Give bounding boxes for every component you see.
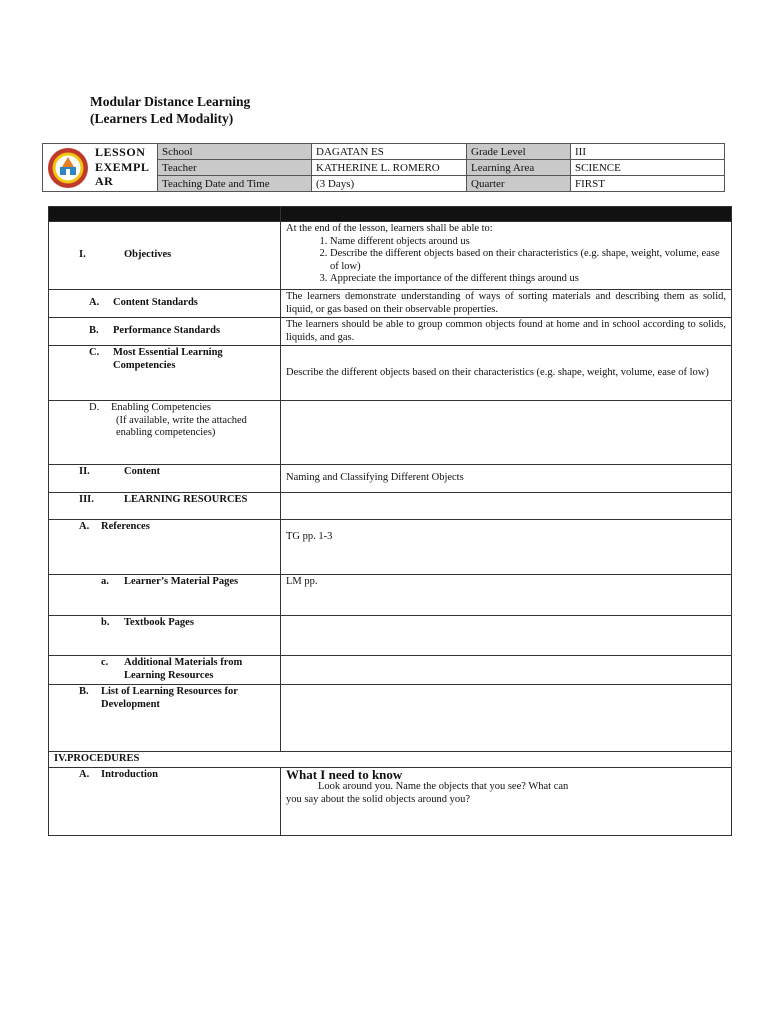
school-label: School <box>158 144 312 160</box>
list-item: 3. Appreciate the importance of the different things around us <box>330 273 726 286</box>
references-text: TG pp. 1-3 <box>286 531 333 542</box>
objectives-label: Objectives <box>124 249 172 261</box>
introduction-row: A. Introduction What I need to know Look around you. Name the objects that you see? What can you say about the solid objects around you? <box>49 767 732 835</box>
textbook-pages-row: b. Textbook Pages <box>49 616 732 656</box>
teacher-label: Teacher <box>158 160 312 176</box>
teaching-date-label: Teaching Date and Time <box>158 176 312 192</box>
references-row: A. References TG pp. 1-3 <box>49 520 732 575</box>
grade-level-value: III <box>571 144 725 160</box>
enabling-competencies-row: D. Enabling Competencies (If available, write the attached enabling competencies) <box>49 401 732 465</box>
quarter-label: Quarter <box>467 176 571 192</box>
melc-row: C. Most Essential Learning Competencies Describe the different objects based on their characteristics (e.g. shape, weight, volume, ease of low) <box>49 346 732 401</box>
objectives-text: At the end of the lesson, learners shall be able to: 1. Name different objects around us 2. Describe the different objects based on their characteristics (e.g. shape, weight, volume, ease of low) 3. Appreciate the importance of the different things around us <box>281 222 732 290</box>
lesson-header-table <box>42 143 725 192</box>
teaching-date-value: (3 Days) <box>312 176 467 192</box>
list-resources-row: B. List of Learning Resources for Development <box>49 685 732 752</box>
melc-text: Describe the different objects based on their characteristics (e.g. shape, weight, volume, ease of low) <box>281 346 732 401</box>
table-header-bar <box>49 207 732 222</box>
learning-resources-label: LEARNING RESOURCES <box>124 494 248 505</box>
introduction-text: What I need to know Look around you. Name the objects that you see? What can you say about the solid objects around you? <box>281 767 732 835</box>
enabling-competencies-label: Enabling Competencies (If available, write the attached enabling competencies) <box>111 402 247 438</box>
performance-standards-label: Performance Standards <box>113 325 221 337</box>
additional-materials-label: Additional Materials from Learning Resources <box>124 657 243 681</box>
references-label: References <box>101 521 150 532</box>
grade-level-label: Grade Level <box>467 144 571 160</box>
melc-label: Most Essential Learning Competencies <box>113 347 223 371</box>
title-line-1: Modular Distance Learning <box>90 94 251 109</box>
learning-resources-row: III. LEARNING RESOURCES <box>49 493 732 520</box>
content-row: II. Content Naming and Classifying Different Objects <box>49 465 732 493</box>
introduction-heading: What I need to know <box>286 766 403 782</box>
content-standards-row: A. Content Standards The learners demonstrate understanding of ways of sorting materials and describing them as solid, liquid, or gas based on their observable properties. <box>49 290 732 318</box>
learners-material-text: LM pp. <box>281 575 732 616</box>
learning-area-value: SCIENCE <box>571 160 725 176</box>
page-title <box>90 93 250 127</box>
objectives-row: I. Objectives At the end of the lesson, learners shall be able to: 1. Name different objects around us 2. Describe the different objects based on their characteristics (e.g. shape, weight, volume, ease of low) 3. Appreciate the importance of the different things around us <box>49 222 732 290</box>
school-value: DAGATAN ES <box>312 144 467 160</box>
additional-materials-row: c. Additional Materials from Learning Resources <box>49 656 732 685</box>
learning-area-label: Learning Area <box>467 160 571 176</box>
content-standards-label: Content Standards <box>113 297 198 309</box>
enabling-competencies-text <box>281 401 732 465</box>
objectives-list <box>286 236 726 286</box>
content-text: Naming and Classifying Different Objects <box>281 465 732 493</box>
list-resources-label: List of Learning Resources for Development <box>101 686 238 710</box>
list-item: 1. Name different objects around us <box>330 236 726 249</box>
list-item: 2. Describe the different objects based on their characteristics (e.g. shape, weight, volume, ease of low) <box>330 248 726 273</box>
content-standards-text: The learners demonstrate understanding of ways of sorting materials and describing them as solid, liquid, or gas based on their observable properties. <box>281 290 732 318</box>
quarter-value: FIRST <box>571 176 725 192</box>
content-label: Content <box>124 466 161 477</box>
learners-material-label: Learner’s Material Pages <box>124 576 239 587</box>
lesson-exemplar-label: LESSON EXEMPL AR <box>95 145 150 188</box>
procedures-row <box>49 752 732 768</box>
learners-material-row: a. Learner’s Material Pages LM pp. <box>49 575 732 616</box>
textbook-pages-label: Textbook Pages <box>124 617 194 628</box>
introduction-label: Introduction <box>101 768 158 780</box>
lesson-body-table <box>48 206 732 836</box>
teacher-value: KATHERINE L. ROMERO <box>312 160 467 176</box>
school-seal-icon <box>47 147 89 189</box>
performance-standards-text: The learners should be able to group common objects found at home and in school according to solids, liquids, and gas. <box>281 318 732 346</box>
procedures-label: IV.PROCEDURES <box>54 753 140 764</box>
title-line-2: (Learners Led Modality) <box>90 111 234 126</box>
performance-standards-row: B. Performance Standards The learners should be able to group common objects found at home and in school according to solids, liquids, and gas. <box>49 318 732 346</box>
logo-cell <box>43 144 158 192</box>
